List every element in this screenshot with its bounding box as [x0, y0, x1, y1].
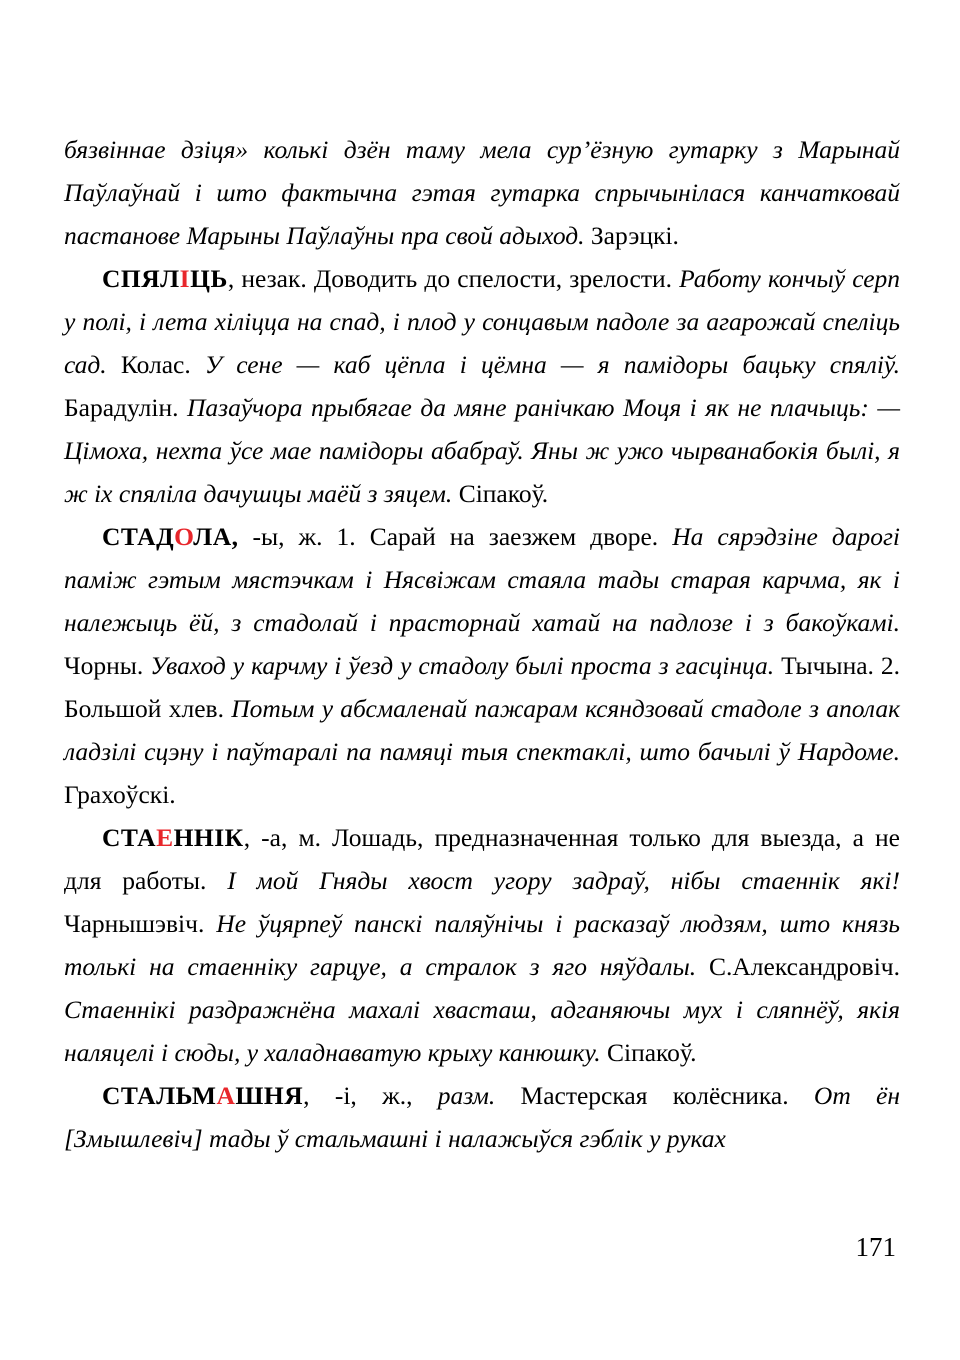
stressed-vowel: О — [174, 522, 194, 551]
headword-part-1: СТАЛЬМ — [102, 1081, 217, 1110]
grammar-and-definition: -ы, ж. 1. Сарай на заезжем дворе. — [238, 522, 659, 551]
headword-part-1: СТАД — [102, 522, 175, 551]
headword-part-2: ШНЯ — [235, 1081, 304, 1110]
source-attribution: Барадулін. — [64, 393, 179, 422]
source-attribution: Чарнышэвіч. — [64, 909, 205, 938]
quote-text: Стаеннікі раздражнёна махалі хвасташ, адганяючы мух і сляпнёў, якія наляцелі і сюды, у халаднаватую крыху канюшку. — [64, 995, 900, 1067]
grammar-and-definition: , -а, м. Лошадь, предназначенная только для выезда, а не для работы. — [64, 823, 900, 895]
grammar-and-definition: , незак. Доводить до спелости, зрелости. — [227, 264, 673, 293]
dictionary-entry-stayennik — [64, 816, 900, 1074]
quote-text: Потым у абсмаленай пажарам ксяндзовай стадоле з аполак ладзілі сцэну і паўтаралі па памяці тыя спектаклі, што бачылі ў Нардоме. — [64, 694, 901, 766]
quote-text: У сене — каб цёпла і цёмна — я памідоры бацьку спяліў. — [204, 350, 900, 379]
quote-text: От ён [Змышлевіч] тады ў стальмашні і налажыўся гэблік у руках — [64, 1081, 901, 1153]
paragraph-continuation — [64, 128, 900, 257]
headword-part-1: СПЯЛ — [102, 264, 180, 293]
quote-text: бязвіннае дзіця» колькі дзён таму мела сур’ёзную гутарку з Марынай Паўлаўнай і што фактычна гэтая гутарка спрычынілася канчатковай пастанове Марыны Паўлаўны пра свой адыход. — [64, 135, 900, 250]
quote-text: На сярэдзіне дарогі паміж гэтым мястэчкам і Нясвіжам стаяла тады старая карчма, як і належыць ёй, з стадолай і прасторнай хатай на падлозе і з бакоўкамі. — [64, 522, 901, 637]
headword-part-2: ЦЬ — [190, 264, 228, 293]
source-attribution: Грахоўскі. — [64, 780, 176, 809]
dictionary-entry-spialic — [64, 257, 900, 515]
page-number: 171 — [855, 1232, 896, 1262]
source-attribution: Чорны. — [64, 651, 144, 680]
quote-text: І мой Гняды хвост угору задраў, нібы стаеннік які! — [227, 866, 900, 895]
dictionary-entry-stalmashnia — [64, 1074, 900, 1160]
quote-text: Пазаўчора прыбягае да мяне ранічкаю Моця і як не плачыць: — Цімоха, нехта ўсе мае памідоры абабраў. Яны ж ужо чырванабокія былі, я ж іх спяліла дачушцы маёй з зяцем. — [64, 393, 900, 508]
definition: Мастерская колёсника. — [495, 1081, 789, 1110]
source-attribution: Сіпакоў. — [458, 479, 549, 508]
source-attribution: Зарэцкі. — [590, 221, 679, 250]
stressed-vowel: І — [179, 264, 191, 293]
grammar-info: , -і, ж., — [303, 1081, 438, 1110]
quote-text: Уваход у карчму і ўезд у стадолу былі проста з гасцінца. — [150, 651, 775, 680]
usage-label: разм. — [437, 1081, 496, 1110]
headword — [102, 1081, 303, 1110]
source-attribution: С.Александровіч. — [709, 952, 900, 981]
quote-text: Работу кончыў серп у полі, і лета хіліцца на спад, і плод у сонцавым падоле за агарожай спеліць сад. — [64, 264, 901, 379]
source-attribution: Тычына. 2. Большой хлев. — [64, 651, 901, 723]
quote-text: Не ўцярпеў панскі паляўнічы і расказаў людзям, што князь толькі на стаенніку гарцуе, а стралок з яго няўдалы. — [64, 909, 901, 981]
headword-part-1: СТА — [102, 823, 157, 852]
dictionary-entry-stadola — [64, 515, 900, 816]
source-attribution: Колас. — [120, 350, 191, 379]
headword-part-2: ННІК — [173, 823, 244, 852]
stressed-vowel: А — [216, 1081, 236, 1110]
headword — [102, 823, 244, 852]
headword — [102, 522, 239, 551]
page-text-column — [64, 128, 900, 1160]
headword-part-2: ЛА, — [193, 522, 239, 551]
source-attribution: Сіпакоў. — [606, 1038, 697, 1067]
headword — [102, 264, 228, 293]
stressed-vowel: Е — [156, 823, 174, 852]
